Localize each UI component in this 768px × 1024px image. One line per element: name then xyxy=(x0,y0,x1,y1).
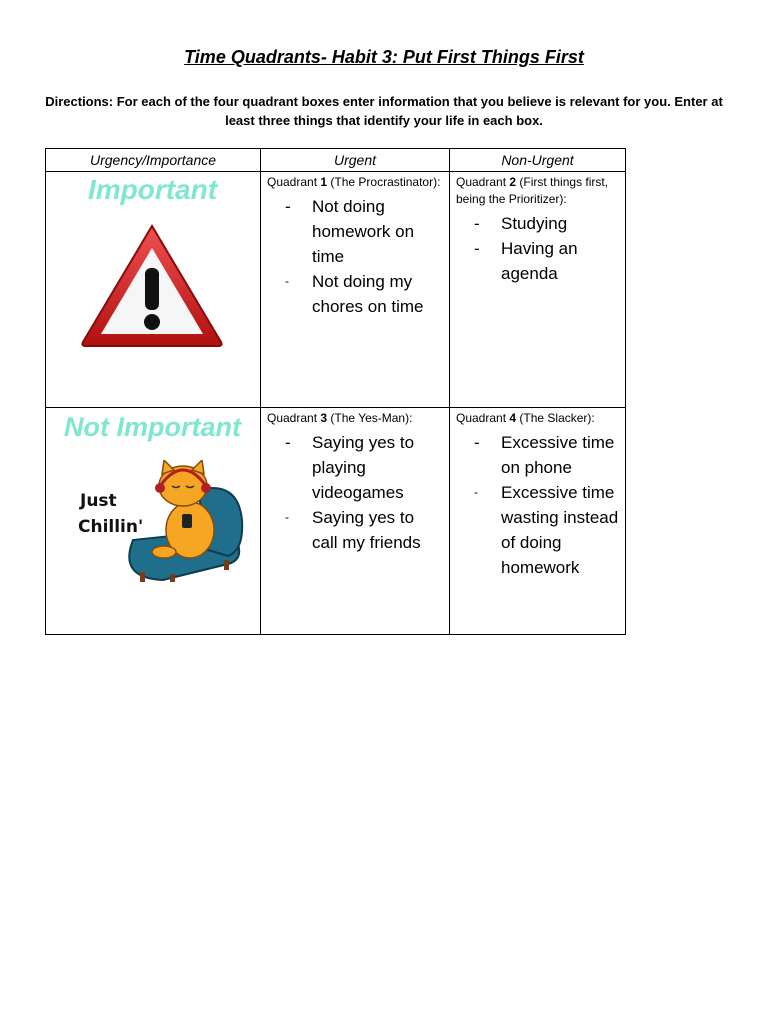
list-item: - Having an agenda xyxy=(474,239,578,283)
quadrant-2-cell xyxy=(450,172,625,407)
list-item: - Not doing homework on time xyxy=(285,197,415,266)
not-important-label: Not Important xyxy=(64,412,241,442)
quadrant-4-label: Quadrant 4 (The Slacker): xyxy=(456,411,595,425)
list-item: - Studying xyxy=(474,214,568,233)
directions-text: Directions: For each of the four quadrant boxes enter information that you believe is relevant for you. Enter at least three things that identify your life in each box. xyxy=(45,94,723,128)
quadrant-4-cell xyxy=(450,408,625,634)
quadrant-3-list xyxy=(267,430,443,555)
list-item: - Saying yes to playing videogames xyxy=(285,433,415,502)
quadrant-4-list xyxy=(456,430,619,580)
list-item: - Not doing my chores on time xyxy=(285,272,424,316)
quadrant-table xyxy=(45,148,626,635)
chill-text-line2: Chillin' xyxy=(78,517,144,537)
important-label-cell xyxy=(46,172,260,407)
list-item: - Excessive time on phone xyxy=(474,433,615,477)
quadrant-3-label: Quadrant 3 (The Yes-Man): xyxy=(267,411,413,425)
not-important-label-cell xyxy=(46,408,260,634)
quadrant-2-label: Quadrant 2 (First things first, being the Prioritizer): xyxy=(456,175,609,206)
quadrant-2-list xyxy=(456,211,619,286)
header-urgency-importance: Urgency/Importance xyxy=(89,152,217,168)
chill-text-line1: Just xyxy=(80,491,117,511)
list-item: - Saying yes to call my friends xyxy=(285,508,421,552)
quadrant-1-list xyxy=(267,194,443,319)
warning-triangle-icon xyxy=(77,220,227,350)
list-item: - Excessive time wasting instead of doing homework xyxy=(474,483,619,577)
quadrant-1-label: Quadrant 1 (The Procrastinator): xyxy=(267,175,441,189)
header-urgent: Urgent xyxy=(333,152,377,168)
quadrant-3-cell xyxy=(261,408,449,634)
important-label: Important xyxy=(87,174,218,205)
document-title: Time Quadrants- Habit 3: Put First Things First xyxy=(184,47,584,67)
relaxing-cat-illustration xyxy=(78,460,248,582)
quadrant-1-cell xyxy=(261,172,449,407)
header-non-urgent: Non-Urgent xyxy=(501,152,574,168)
